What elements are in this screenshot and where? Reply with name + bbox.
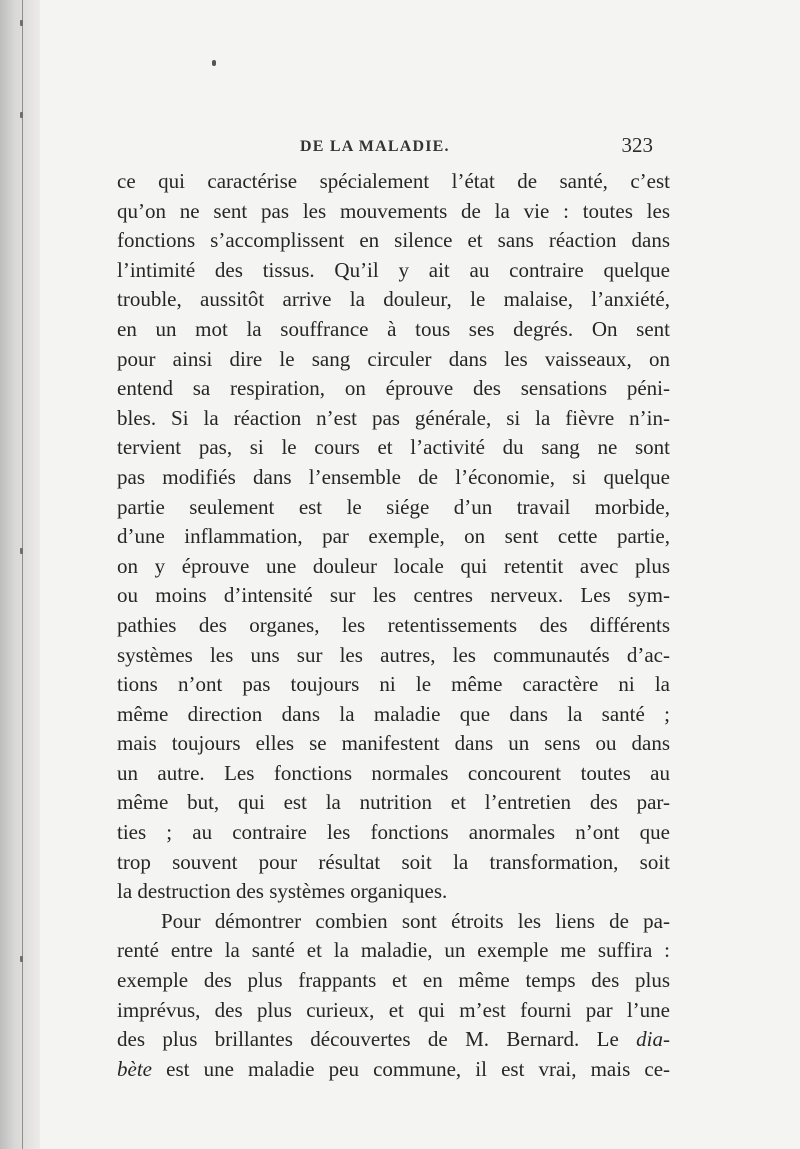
text-line: mais toujours elles se manifestent dans un sens ou dans xyxy=(117,731,670,756)
binding-mark xyxy=(20,112,23,118)
text-line xyxy=(117,1055,670,1085)
text-line: pas modifiés dans l’ensemble de l’économie, si quelque xyxy=(117,464,670,489)
text-line: fonctions s’accomplissent en silence et sans réaction dans xyxy=(117,228,670,253)
binding-mark xyxy=(20,548,23,554)
text-line: en un mot la souffrance à tous ses degrés. On sent xyxy=(117,316,670,341)
text-line: même direction dans la maladie que dans la santé ; xyxy=(117,701,670,726)
text-line: trouble, aussitôt arrive la douleur, le malaise, l’anxiété, xyxy=(117,287,670,312)
running-title: DE LA MALADIE. xyxy=(300,138,450,155)
page-gutter xyxy=(0,0,40,1149)
text-line: pathies des organes, les retentissements des différents xyxy=(117,612,670,637)
text-line: ce qui caractérise spécialement l’état de santé, c’est xyxy=(117,169,670,193)
text-line: ties ; au contraire les fonctions anormales n’ont que xyxy=(117,820,670,845)
text-line: systèmes les uns sur les autres, les communautés d’ac- xyxy=(117,642,670,667)
page-header xyxy=(135,133,653,159)
text-line: tions n’ont pas toujours ni le même caractère ni la xyxy=(117,672,670,697)
text-line: même but, qui est la nutrition et l’entretien des par- xyxy=(117,790,670,815)
text-line: qu’on ne sent pas les mouvements de la vie : toutes les xyxy=(117,198,670,223)
text-line: la destruction des systèmes organiques. xyxy=(117,879,448,904)
body-text xyxy=(117,167,670,1084)
text-line: on y éprouve une douleur locale qui retentit avec plus xyxy=(117,553,670,578)
ink-speck xyxy=(212,60,216,66)
binding-mark xyxy=(20,20,23,26)
italic-word: dia- xyxy=(636,1027,670,1052)
text-line xyxy=(117,1025,670,1055)
text-line: d’une inflammation, par exemple, on sent cette partie, xyxy=(117,524,670,549)
binding-edge xyxy=(22,0,23,1149)
paragraph-first-line: Pour démontrer combien sont étroits les liens de pa- xyxy=(161,908,670,933)
text-line: renté entre la santé et la maladie, un exemple me suffira : xyxy=(117,938,670,963)
italic-word: bète xyxy=(117,1056,152,1081)
binding-mark xyxy=(20,956,23,962)
text-line: ou moins d’intensité sur les centres nerveux. Les sym- xyxy=(117,583,670,608)
text-line: entend sa respiration, on éprouve des sensations péni- xyxy=(117,376,670,401)
text-line: tervient pas, si le cours et l’activité du sang ne sont xyxy=(117,435,670,460)
text-line: pour ainsi dire le sang circuler dans les vaisseaux, on xyxy=(117,346,670,371)
text-line: bles. Si la réaction n’est pas générale, si la fièvre n’in- xyxy=(117,405,670,430)
text-line: imprévus, des plus curieux, et qui m’est fourni par l’une xyxy=(117,997,670,1022)
text-line: l’intimité des tissus. Qu’il y ait au contraire quelque xyxy=(117,257,670,282)
text-line: partie seulement est le siége d’un travail morbide, xyxy=(117,494,670,519)
text-line: trop souvent pour résultat soit la transformation, soit xyxy=(117,849,670,874)
text-fragment: des plus brillantes découvertes de M. Bernard. Le xyxy=(117,1027,619,1052)
text-line: un autre. Les fonctions normales concourent toutes au xyxy=(117,760,670,785)
text-line: exemple des plus frappants et en même temps des plus xyxy=(117,968,670,993)
text-fragment: est une maladie peu commune, il est vrai, mais ce- xyxy=(166,1056,671,1081)
page-number: 323 xyxy=(621,133,653,157)
